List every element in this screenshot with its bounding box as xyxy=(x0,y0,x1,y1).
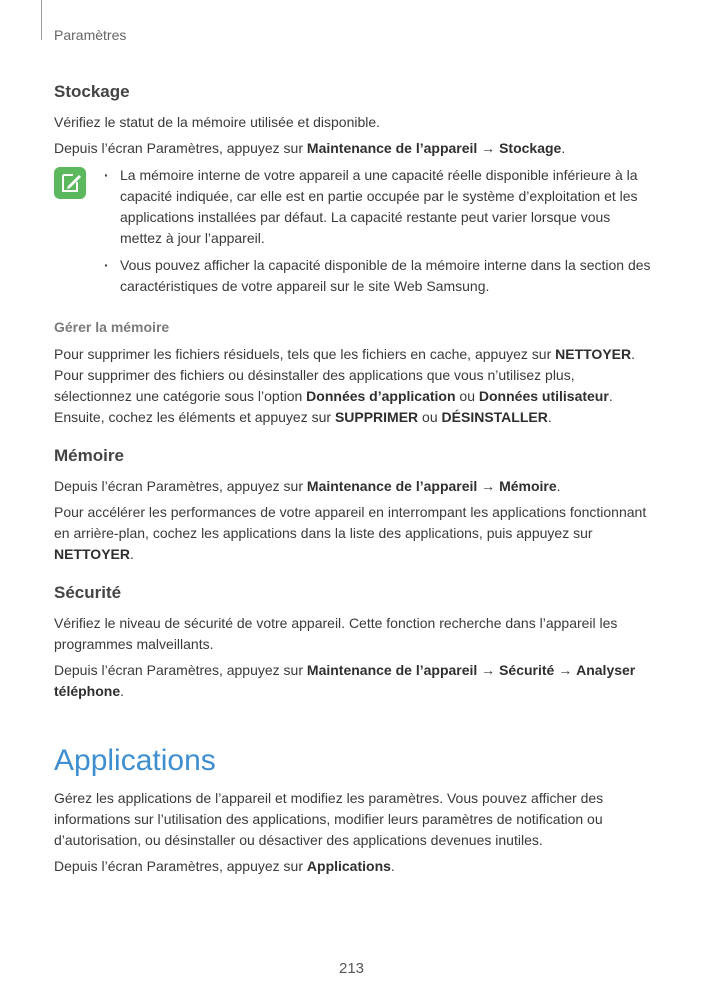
note-item: · La mémoire interne de votre appareil a une capacité réelle disponible inférieure à la capacité indiquée, car elle est en partie occupée par le système d’exploitation et les applications installées par défaut. La capacité restante peut varier lorsque vous mettez à jour l’appareil. xyxy=(104,165,654,249)
page-content xyxy=(54,82,654,882)
page-number: 213 xyxy=(338,960,365,977)
note-item: · Vous pouvez afficher la capacité disponible de la mémoire interne dans la section des caractéristiques de votre appareil sur le site Web Samsung. xyxy=(104,255,654,297)
securite-description: Vérifiez le niveau de sécurité de votre appareil. Cette fonction recherche dans l’appareil les programmes malveillants. xyxy=(54,615,618,652)
header-title: Paramètres xyxy=(54,27,127,43)
stockage-description: Vérifiez le statut de la mémoire utilisée et disponible. xyxy=(54,114,381,130)
note-pencil-icon xyxy=(54,167,86,199)
chapter-title-applications: Applications xyxy=(54,744,216,777)
header-rule xyxy=(41,0,42,40)
note-list xyxy=(104,165,654,303)
note-box xyxy=(54,165,654,303)
stockage-path: Depuis l’écran Paramètres, appuyez sur Maintenance de l’appareil → Stockage. xyxy=(54,140,566,156)
securite-path: Depuis l’écran Paramètres, appuyez sur Maintenance de l’appareil → Sécurité → Analyser téléphone. xyxy=(54,662,636,699)
applications-path: Depuis l’écran Paramètres, appuyez sur Applications. xyxy=(54,858,395,874)
section-title-securite: Sécurité xyxy=(54,583,122,602)
memoire-path: Depuis l’écran Paramètres, appuyez sur Maintenance de l’appareil → Mémoire. xyxy=(54,478,561,494)
subsection-title-gerer: Gérer la mémoire xyxy=(54,319,170,335)
gerer-description: Pour supprimer les fichiers résiduels, tels que les fichiers en cache, appuyez sur NETTOYER. Pour supprimer des fichiers ou désinstaller des applications que vous n’utilisez plus, sélectionnez une catégorie sous l’option Données d’application ou Données utilisateur. Ensuite, cochez les éléments et appuyez sur SUPPRIMER ou DÉSINSTALLER. xyxy=(54,346,635,425)
section-title-stockage: Stockage xyxy=(54,82,130,101)
section-title-memoire: Mémoire xyxy=(54,446,124,465)
memoire-description: Pour accélérer les performances de votre appareil en interrompant les applications fonctionnant en arrière-plan, cochez les applications dans la liste des applications, puis appuyez sur NETTOYER. xyxy=(54,504,647,562)
applications-description: Gérez les applications de l’appareil et modifiez les paramètres. Vous pouvez afficher des informations sur l’utilisation des applications, modifier leurs paramètres de notification ou d’autorisation, ou désinstaller ou désactiver des applications devenues inutiles. xyxy=(54,790,604,848)
